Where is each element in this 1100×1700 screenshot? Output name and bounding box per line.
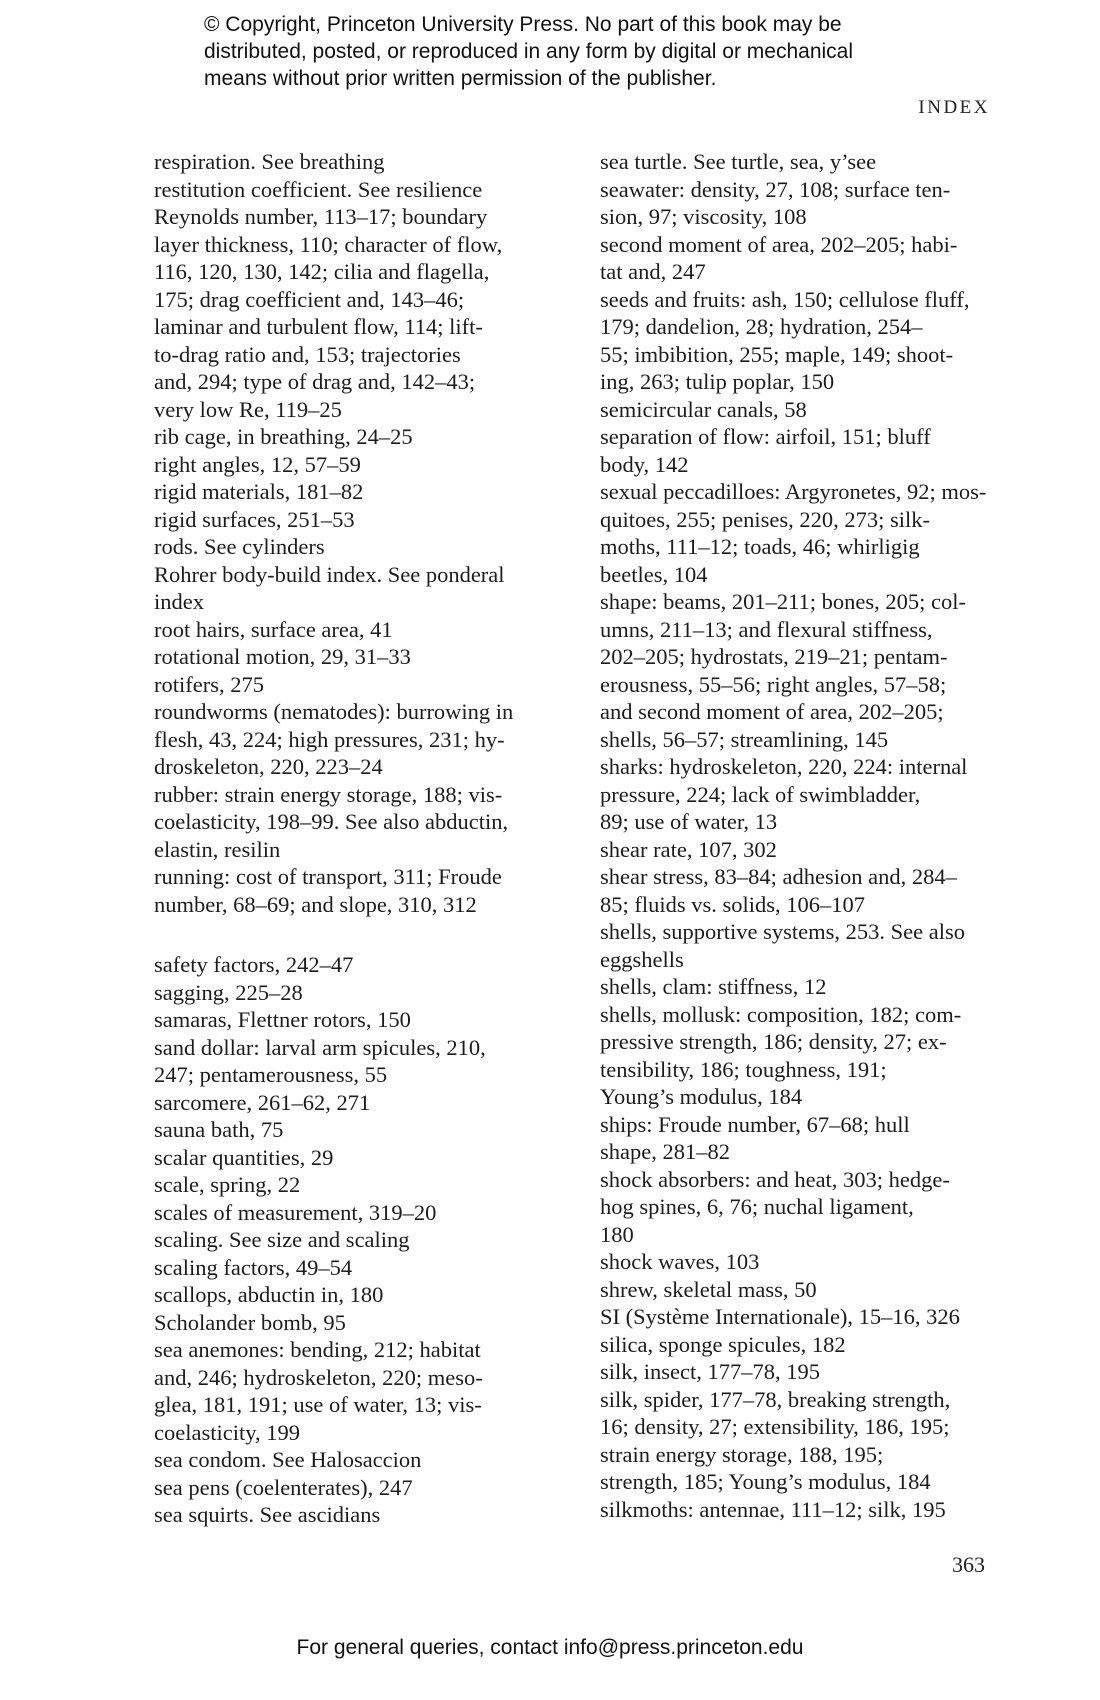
copyright-line: © Copyright, Princeton University Press. No part of this book may be xyxy=(204,13,842,36)
index-entry-line: sea turtle. See turtle, sea, y’see xyxy=(600,149,877,174)
index-entry-line: erousness, 55–56; right angles, 57–58; xyxy=(600,671,947,697)
index-entry xyxy=(132,643,552,671)
index-entry-line: coelasticity, 199 xyxy=(154,1419,300,1445)
index-entry xyxy=(132,1171,552,1199)
index-entry-line: roundworms (nematodes): burrowing in xyxy=(154,699,514,724)
index-entry-line: seawater: density, 27, 108; surface ten- xyxy=(600,176,951,202)
index-entry-line: shape: beams, 201–211; bones, 205; col- xyxy=(600,589,966,614)
copyright-line: means without prior written permission of the publisher. xyxy=(204,67,717,90)
index-entry-line: shrew, skeletal mass, 50 xyxy=(600,1276,817,1302)
index-entry-line: quitoes, 255; penises, 220, 273; silk- xyxy=(600,506,930,532)
index-entry-line: rotational motion, 29, 31–33 xyxy=(154,644,411,669)
index-entry-line: Reynolds number, 113–17; boundary xyxy=(154,204,488,229)
index-entry-line: semicircular canals, 58 xyxy=(600,396,807,422)
index-entry-line: shells, supportive systems, 253. See also xyxy=(600,919,965,944)
index-entry xyxy=(132,1446,552,1474)
index-entry-line: sauna bath, 75 xyxy=(154,1117,284,1142)
index-entry xyxy=(578,478,998,588)
index-entry-line: sea pens (coelenterates), 247 xyxy=(154,1474,413,1500)
index-entry-line: scalar quantities, 29 xyxy=(154,1144,334,1170)
index-entry-line: pressive strength, 186; density, 27; ex- xyxy=(600,1029,947,1054)
index-entry-line: rigid surfaces, 251–53 xyxy=(154,506,355,532)
index-entry-line: rods. See cylinders xyxy=(154,534,325,559)
index-entry-line: sarcomere, 261–62, 271 xyxy=(154,1089,371,1115)
index-entry-line: beetles, 104 xyxy=(600,561,708,587)
index-entry-line: shells, 56–57; streamlining, 145 xyxy=(600,726,889,752)
index-entry-line: right angles, 12, 57–59 xyxy=(154,451,361,477)
index-entry xyxy=(132,1006,552,1034)
index-entry xyxy=(132,478,552,506)
index-entry-line: rubber: strain energy storage, 188; vis- xyxy=(154,781,503,807)
index-entry-line: rib cage, in breathing, 24–25 xyxy=(154,424,413,449)
index-entry-line: tensibility, 186; toughness, 191; xyxy=(600,1056,887,1082)
index-entry-line: silk, spider, 177–78, breaking strength, xyxy=(600,1386,951,1412)
index-entry-line: strain energy storage, 188, 195; xyxy=(600,1441,884,1467)
index-entry-line: Young’s modulus, 184 xyxy=(600,1084,803,1109)
index-entry-line: 55; imbibition, 255; maple, 149; shoot- xyxy=(600,341,954,367)
index-entry-line: 247; pentamerousness, 55 xyxy=(154,1062,388,1087)
index-entry-line: body, 142 xyxy=(600,451,689,477)
index-entry xyxy=(132,1281,552,1309)
index-entry xyxy=(132,951,552,979)
index-entry-line: ships: Froude number, 67–68; hull xyxy=(600,1111,910,1137)
index-entry-line: safety factors, 242–47 xyxy=(154,952,354,977)
index-entry-line: SI (Système Internationale), 15–16, 326 xyxy=(600,1304,960,1329)
index-entry-line: silica, sponge spicules, 182 xyxy=(600,1331,846,1357)
index-entry-line: root hairs, surface area, 41 xyxy=(154,616,393,642)
index-entry xyxy=(132,533,552,561)
index-entry xyxy=(578,286,998,396)
index-entry-line: respiration. See breathing xyxy=(154,149,385,174)
index-entry xyxy=(578,148,998,176)
index-entry-line: to-drag ratio and, 153; trajectories xyxy=(154,341,461,367)
index-entry xyxy=(578,588,998,753)
index-entry-line: seeds and fruits: ash, 150; cellulose fluff, xyxy=(600,286,970,312)
copyright-line: distributed, posted, or reproduced in any form by digital or mechanical xyxy=(204,40,854,63)
index-entry-line: shells, clam: stiffness, 12 xyxy=(600,974,827,999)
index-entry-line: shells, mollusk: composition, 182; com- xyxy=(600,1001,962,1027)
index-entry xyxy=(132,423,552,451)
index-entry xyxy=(578,1331,998,1359)
index-entry-line: silk, insect, 177–78, 195 xyxy=(600,1359,820,1384)
index-entry xyxy=(578,423,998,478)
index-entry xyxy=(132,616,552,644)
index-entry xyxy=(132,1254,552,1282)
index-entry xyxy=(132,176,552,204)
index-entry-line: 202–205; hydrostats, 219–21; pentam- xyxy=(600,644,948,669)
index-entry-line: elastin, resilin xyxy=(154,836,281,862)
index-entry-line: second moment of area, 202–205; habi- xyxy=(600,231,958,257)
index-entry-line: flesh, 43, 224; high pressures, 231; hy- xyxy=(154,726,505,752)
index-entry xyxy=(132,203,552,423)
index-entry-line: eggshells xyxy=(600,946,684,972)
index-entry xyxy=(578,231,998,286)
index-column-left xyxy=(132,148,552,1529)
index-entry-line: shock absorbers: and heat, 303; hedge- xyxy=(600,1166,950,1192)
index-entry-line: running: cost of transport, 311; Froude xyxy=(154,864,502,889)
index-entry-line: laminar and turbulent flow, 114; lift- xyxy=(154,314,483,339)
index-entry xyxy=(578,918,998,973)
index-entry xyxy=(578,836,998,864)
index-entry-line: Rohrer body-build index. See ponderal xyxy=(154,561,505,587)
index-entry xyxy=(578,1303,998,1331)
index-entry-line: sand dollar: larval arm spicules, 210, xyxy=(154,1034,486,1060)
index-entry xyxy=(132,561,552,616)
index-entry xyxy=(132,1474,552,1502)
index-entry-line: ing, 263; tulip poplar, 150 xyxy=(600,369,835,394)
index-entry xyxy=(578,1111,998,1166)
index-entry-line: 85; fluids vs. solids, 106–107 xyxy=(600,891,866,917)
index-entry-line: moths, 111–12; toads, 46; whirligig xyxy=(600,534,920,559)
index-entry xyxy=(132,1116,552,1144)
index-entry xyxy=(132,1226,552,1254)
index-entry xyxy=(132,1034,552,1089)
index-entry-line: and, 294; type of drag and, 142–43; xyxy=(154,369,476,394)
index-entry xyxy=(578,753,998,836)
index-entry-line: 16; density, 27; extensibility, 186, 195; xyxy=(600,1414,950,1439)
index-entry xyxy=(132,671,552,699)
index-entry xyxy=(578,176,998,231)
index-entry-line: and second moment of area, 202–205; xyxy=(600,699,944,724)
index-entry-line: separation of flow: airfoil, 151; bluff xyxy=(600,424,931,449)
index-entry-line: glea, 181, 191; use of water, 13; vis- xyxy=(154,1392,482,1417)
index-entry xyxy=(132,148,552,176)
index-entry-line: hog spines, 6, 76; nuchal ligament, xyxy=(600,1194,914,1219)
page-number: 363 xyxy=(952,1552,985,1577)
index-entry xyxy=(578,1248,998,1276)
index-entry-line: shear rate, 107, 302 xyxy=(600,836,777,862)
index-entry-line: pressure, 224; lack of swimbladder, xyxy=(600,781,921,807)
index-entry-line: layer thickness, 110; character of flow, xyxy=(154,231,503,257)
index-entry-line: and, 246; hydroskeleton, 220; meso- xyxy=(154,1364,483,1390)
index-entry xyxy=(132,1336,552,1446)
index-entry-line: tat and, 247 xyxy=(600,259,706,284)
index-entry xyxy=(578,1358,998,1386)
index-entry-line: sagging, 225–28 xyxy=(154,979,303,1005)
index-entry xyxy=(578,1386,998,1496)
index-entry-line: sion, 97; viscosity, 108 xyxy=(600,204,807,229)
index-entry-line: shear stress, 83–84; adhesion and, 284– xyxy=(600,864,957,889)
index-entry-line: scale, spring, 22 xyxy=(154,1172,301,1197)
index-entry xyxy=(132,506,552,534)
index-entry-line: 175; drag coefficient and, 143–46; xyxy=(154,286,465,312)
index-entry-line: 179; dandelion, 28; hydration, 254– xyxy=(600,314,923,339)
index-entry-line: umns, 211–13; and flexural stiffness, xyxy=(600,616,933,642)
index-entry-line: number, 68–69; and slope, 310, 312 xyxy=(154,891,477,917)
index-entry-line: coelasticity, 198–99. See also abductin, xyxy=(154,809,509,834)
index-entry-line: index xyxy=(154,589,204,614)
index-entry xyxy=(578,396,998,424)
index-entry-line: scallops, abductin in, 180 xyxy=(154,1282,384,1307)
index-entry xyxy=(132,979,552,1007)
index-entry xyxy=(132,1309,552,1337)
index-entry-line: 89; use of water, 13 xyxy=(600,809,778,834)
index-entry-line: 180 xyxy=(600,1221,634,1247)
index-entry-line: silkmoths: antennae, 111–12; silk, 195 xyxy=(600,1496,946,1522)
index-entry-line: very low Re, 119–25 xyxy=(154,396,342,422)
index-entry-line: sea condom. See Halosaccion xyxy=(154,1447,422,1472)
index-entry-line: scaling. See size and scaling xyxy=(154,1227,410,1252)
index-entry-line: strength, 185; Young’s modulus, 184 xyxy=(600,1469,931,1494)
index-entry xyxy=(132,1144,552,1172)
index-entry-line: Scholander bomb, 95 xyxy=(154,1309,346,1335)
index-entry-line: shape, 281–82 xyxy=(600,1139,730,1164)
index-entry xyxy=(578,1166,998,1249)
index-entry xyxy=(132,1501,552,1529)
index-entry xyxy=(132,781,552,864)
index-entry-line: 116, 120, 130, 142; cilia and flagella, xyxy=(154,259,490,284)
index-entry xyxy=(578,863,998,918)
index-column-right xyxy=(578,148,998,1523)
index-entry-line: sharks: hydroskeleton, 220, 224: internal xyxy=(600,754,968,779)
index-entry xyxy=(132,1199,552,1227)
index-entry-line: droskeleton, 220, 223–24 xyxy=(154,754,383,779)
index-entry-line: sea anemones: bending, 212; habitat xyxy=(154,1337,481,1362)
index-entry-line: scaling factors, 49–54 xyxy=(154,1254,353,1280)
footer-contact: For general queries, contact info@press.princeton.edu xyxy=(296,1636,804,1659)
index-entry xyxy=(578,1496,998,1524)
index-entry xyxy=(132,1089,552,1117)
index-entry-line: scales of measurement, 319–20 xyxy=(154,1199,437,1225)
index-entry-line: samaras, Flettner rotors, 150 xyxy=(154,1007,411,1032)
index-entry-line: sea squirts. See ascidians xyxy=(154,1502,381,1527)
index-entry xyxy=(132,863,552,918)
index-entry xyxy=(578,1001,998,1111)
index-entry-line: rotifers, 275 xyxy=(154,671,264,697)
index-entry xyxy=(578,1276,998,1304)
index-entry-line: shock waves, 103 xyxy=(600,1249,760,1274)
running-head: INDEX xyxy=(918,97,990,118)
index-entry-line: sexual peccadilloes: Argyronetes, 92; mos- xyxy=(600,479,987,504)
index-entry-line: rigid materials, 181–82 xyxy=(154,479,364,504)
index-entry xyxy=(132,698,552,781)
index-entry-line: restitution coefficient. See resilience xyxy=(154,176,483,202)
copyright-notice xyxy=(204,11,924,92)
index-entry xyxy=(132,451,552,479)
index-entry xyxy=(578,973,998,1001)
